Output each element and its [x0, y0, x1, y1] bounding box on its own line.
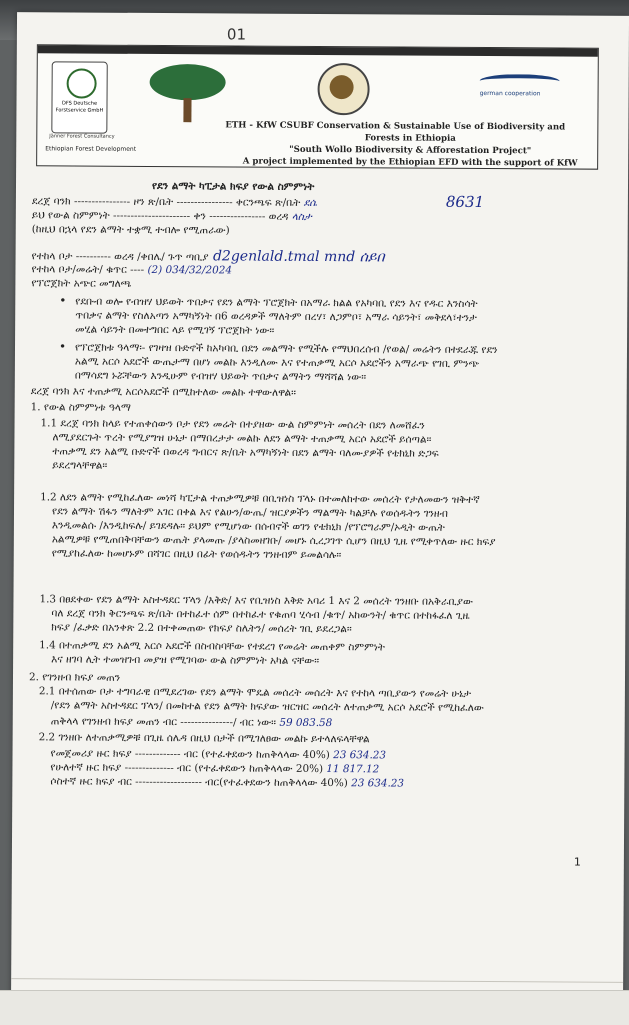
seal-logo [317, 63, 369, 115]
document-line [75, 323, 274, 338]
line-text: 1.4 በተጠቃሚ ደን አልሚ አርሶ አደሮች በስብስባቸው የተደረገ የመሬት መጠቀም ስምምነት [39, 639, 386, 654]
handwritten-value: 23 634.23 [347, 777, 405, 790]
dfs-logo-text: DFS Deutsche Forstservice GmbH [55, 100, 104, 114]
handwritten-value: ላስታ [288, 210, 312, 223]
line-text: ደረጀ ባንክ እና ተጠቃሚ አርሶአደሮች በሚከተለው መልኩ ተዋውለዋል። [30, 385, 297, 399]
handwritten-value: d2genlald.tmal mnd ሰይበ [208, 248, 385, 266]
line-text: ጥበቃና ልማት የስለአጣን አማካኝነት በ6 ወረዳዎች ማለትም በረሃ፣ ለጋምቦ፣ አማራ ሳይንት፣ መቅደላ፣ተንታ [75, 309, 477, 324]
line-text: መሂል ሳይንት በመተግበር ላይ የሚገኝ ፕሮጀክት ነው። [75, 323, 275, 337]
dfs-logo [51, 61, 107, 133]
document-line [31, 384, 296, 400]
line-text: የፕሮጀክቱ ዓላማ፡- የገዛዝ ቡድኖች ከአካባቢ በደን መልማት የሚችሉ የማህበረሰብ /የወል/ መሬትን በተደራጁ የደን [74, 341, 498, 357]
handwritten-reference-number: 8631 [445, 192, 485, 211]
efd-tree-logo [145, 60, 229, 127]
line-text: ጠቅላላ የገንዘብ ክፍያ መጠን ብር ---------------/ ብር ነው። [50, 715, 277, 729]
banner-title-line4: A project implemented by the Ethiopian EFD with the support of KfW [242, 156, 578, 169]
line-text: /የደን ልማት አስተዳደር ፕላን/ በመከተል የደን ልማት ክፍያው ዝርዝር መሰረት ለተጠቃሚ አርሶ አደሮች የሚከፈለው [50, 699, 484, 715]
document-line [52, 458, 107, 472]
document-line [75, 368, 366, 384]
line-text: ባለ ደረጀ ባንክ ቅርንጫፍ ጽ/ቤት በተከፈተ ሰም በተከፈተ የቁጠባ ሂሳብ /ቁጥ/ አከውንት/ ቁጥር በተከፋፈለ ጊዜ [51, 607, 470, 622]
handwritten-value: 23 634.23 [329, 749, 387, 762]
line-text: ክፍያ /ፈቃድ በአንቀጽ 2.2 በተቀመጠው የክፍያ ስሌትን/ መሰረት ገቢ ይደረጋል። [51, 621, 352, 636]
line-text: 1.2 ለደን ልማት የሚከፈለው መነሻ ካፒታል ተጠቃሚዎቹ በቢዝነስ ፕላኑ በተመለከተው መሰረት የታለመውን ዝቅተኛ [40, 491, 480, 506]
document-line [31, 400, 131, 415]
line-text: በማሳደግ ኑሯቸውን እንዲሁም የብዝሃ ህይወት ጥበቃና ልማትን ማሻሻል ነው። [74, 369, 367, 384]
tree-icon [67, 68, 97, 98]
line-text: የመጀመሪያ ዙር ክፍያ ------------- ብር (የተፈቀደውን ከጠቅላላው 40%) [50, 747, 330, 762]
german-logo-text: german cooperation [479, 89, 541, 98]
handwritten-value: (2) 034/32/2024 [147, 263, 233, 277]
bullet-icon: • [58, 339, 67, 354]
line-text: የፕሮጀክት አጭር መግለጫ [31, 277, 132, 290]
line-text: የተከላ ቦታ ---------- ወረዳ /ቀበሌ/ ጉጥ ጣቢያ [31, 250, 209, 264]
document-line [51, 652, 319, 668]
document-line [51, 698, 484, 715]
line-text: የደቡብ ወሎ የብዝሃ ህይወት ጥበቃና የደን ልማት ፕሮጀክት በአማራ ክልል የአካባቢ የደን እና የዱር እንስሳት [75, 295, 478, 310]
document-page [11, 12, 629, 1016]
tree-trunk-icon [183, 98, 191, 122]
handwritten-value: ደሴ [300, 196, 318, 209]
document-line [52, 444, 438, 460]
document-line [52, 546, 342, 562]
line-text: አልሚዎቹ የሚጠበቅባቸውን ውጤት ያላመጡ /ያላስመዘገቡ/ መሆኑ ሲረጋገጥ ሲሆን በዚህ ጊዜ የሚቀጥለው ዙር ክፍያ [51, 533, 496, 549]
seal-inner-icon [330, 75, 354, 99]
line-text: የደን ልማት ካፒታል ክፍያ የውል ስምምነት [151, 179, 315, 193]
line-text: ተጠቃሚ ደን አልሚ ቡድኖች በወረዳ ግብርና ጽ/ቤት አማካኝነት በደን ልማት ባለሙያዎች የቴክኒክ ድጋፍ [52, 445, 439, 460]
line-text: 2.1 በተሰጠው ቦታ ተግባራዊ በሚደረገው የደን ልማት ሞዴል መሰረት መሰረት እና የተከላ ጣቢያውን የመሬት ሁኔታ [38, 685, 472, 700]
line-text: 1.1 ደረጀ ባንክ ከላይ የተጠቀሰውን ቦታ የደን መሬት በተያዘው ውል ስምምነት መሰረት በደን ለመሸፈን [40, 417, 425, 432]
page-number: 1 [573, 855, 581, 869]
line-text: የተከላ ቦታ/መሬት/ ቁጥር ---- [31, 263, 148, 276]
line-text: አልሚ አርሶ አደሮች ውጤታማ በሆነ መልኩ እንዲለሙ እና የተጠቃሚ አርሶ አደሮችን አማራጭ የገቢ ምንጭ [74, 355, 480, 370]
line-text: 2. የገንዘብ ክፍያ መጠን [28, 671, 121, 684]
handwritten-top-number: 01 [226, 25, 247, 44]
underlying-sheet [0, 990, 629, 1025]
efd-caption: Ethiopian Forest Development [45, 145, 137, 153]
line-text: 1.3 በፀደቀው የደን ልማት አስተዳደር ፕላን /እቅድ/ እና የቢዝነስ እቅድ አባሪ 1 እና 2 መሰረት ገንዘቡ በአቅራቢያው [39, 593, 473, 608]
tree-canopy-icon [150, 64, 226, 100]
bullet-icon: • [59, 293, 67, 308]
line-text: የሚያከፈለው ከመሆኑም በሻገር በዚህ በፊት የወሰዱትን ገንዘብም ይመልሳሉ። [51, 547, 342, 562]
handwritten-value: 59 083.58 [276, 716, 333, 730]
line-text: ይደረግላቸዋል። [52, 459, 108, 472]
swoosh-icon [480, 74, 560, 88]
line-text: የደን ልማት ሽፋን ማለትም አገር በቀል እና የልሁን/ውጤ/ ዝርያዎችን ማልማት ካልቻሉ የወሰዱትን ገንዘብ [51, 505, 448, 520]
line-text: እንዲመልሱ /እንዲከፍሉ/ ይገደዳሉ። ይህም የሚሆነው በሰብኖች ወገን የቴክኒክ /የፕሮግራም/ኦዲት ውጤት [51, 519, 445, 534]
document-line [32, 222, 230, 237]
german-cooperation-logo [469, 64, 569, 109]
line-text: 1. የውል ስምምነቱ ዓላማ [30, 401, 131, 414]
document-line [39, 730, 370, 746]
document-line [51, 620, 352, 636]
paper-fold [11, 978, 623, 983]
banner-title-line2: Forests in Ethiopia [364, 133, 456, 144]
banner-bar [38, 45, 598, 56]
small-caption: Jänner Forest Consultancy [49, 133, 115, 140]
document-line [50, 774, 404, 790]
line-text: ለሚያደርጉት ጥረት የሚያግዝ ሁኔታ በማበረታታ መልኩ ለደን ልማት ተጠቃሚ አርሶ አደሮች ይሰጣል። [52, 431, 432, 446]
banner-title-line1: ETH - KfW CSUBF Conservation & Sustainable Use of Biodiversity and [225, 120, 566, 133]
line-text: እና ዘገባ ሊት ተመዝገብ መያዝ የሚገባው ውል ስምምነት አካል ናቸው። [51, 653, 320, 667]
project-banner [36, 44, 599, 169]
document-line [51, 714, 333, 730]
line-text: ደረጀ ባንክ ---------------- ዞን ጽ/ቤት ---------------- ቀርንጫፍ ጽ/ቤት [31, 195, 301, 209]
document-line [31, 276, 131, 291]
line-text: ሶስተኛ ዙር ክፍያ ብር ------------------- ብር(የተፈቀደውን ከጠቅላላው 40%) [50, 775, 348, 790]
banner-title-line3: "South Wollo Biodiversity & Afforestation Project" [289, 144, 532, 157]
line-text: (ከዚህ በኋላ የደን ልማት ተቋሚ ተብሎ የሚጠራው) [31, 223, 230, 237]
line-text: የሁለተኛ ዙር ክፍያ -------------- ብር (የተፈቀደውን ከጠቅላላው 20%) [50, 761, 324, 776]
document-line [152, 179, 314, 194]
line-text: ይህ የውል ስምምነት ---------------------- ቀን ---------------- ወረዳ [31, 209, 289, 223]
document-line [31, 262, 232, 277]
document-line [29, 670, 120, 685]
line-text: 2.2 ገንዘቡ ለተጠቃሚዎቹ በጊዜ ሰሌዳ በዚህ በታች በሚገለፀው መልኩ ይተላለፍላቸዋል [38, 731, 370, 746]
handwritten-value: 11 817.12 [322, 763, 380, 776]
